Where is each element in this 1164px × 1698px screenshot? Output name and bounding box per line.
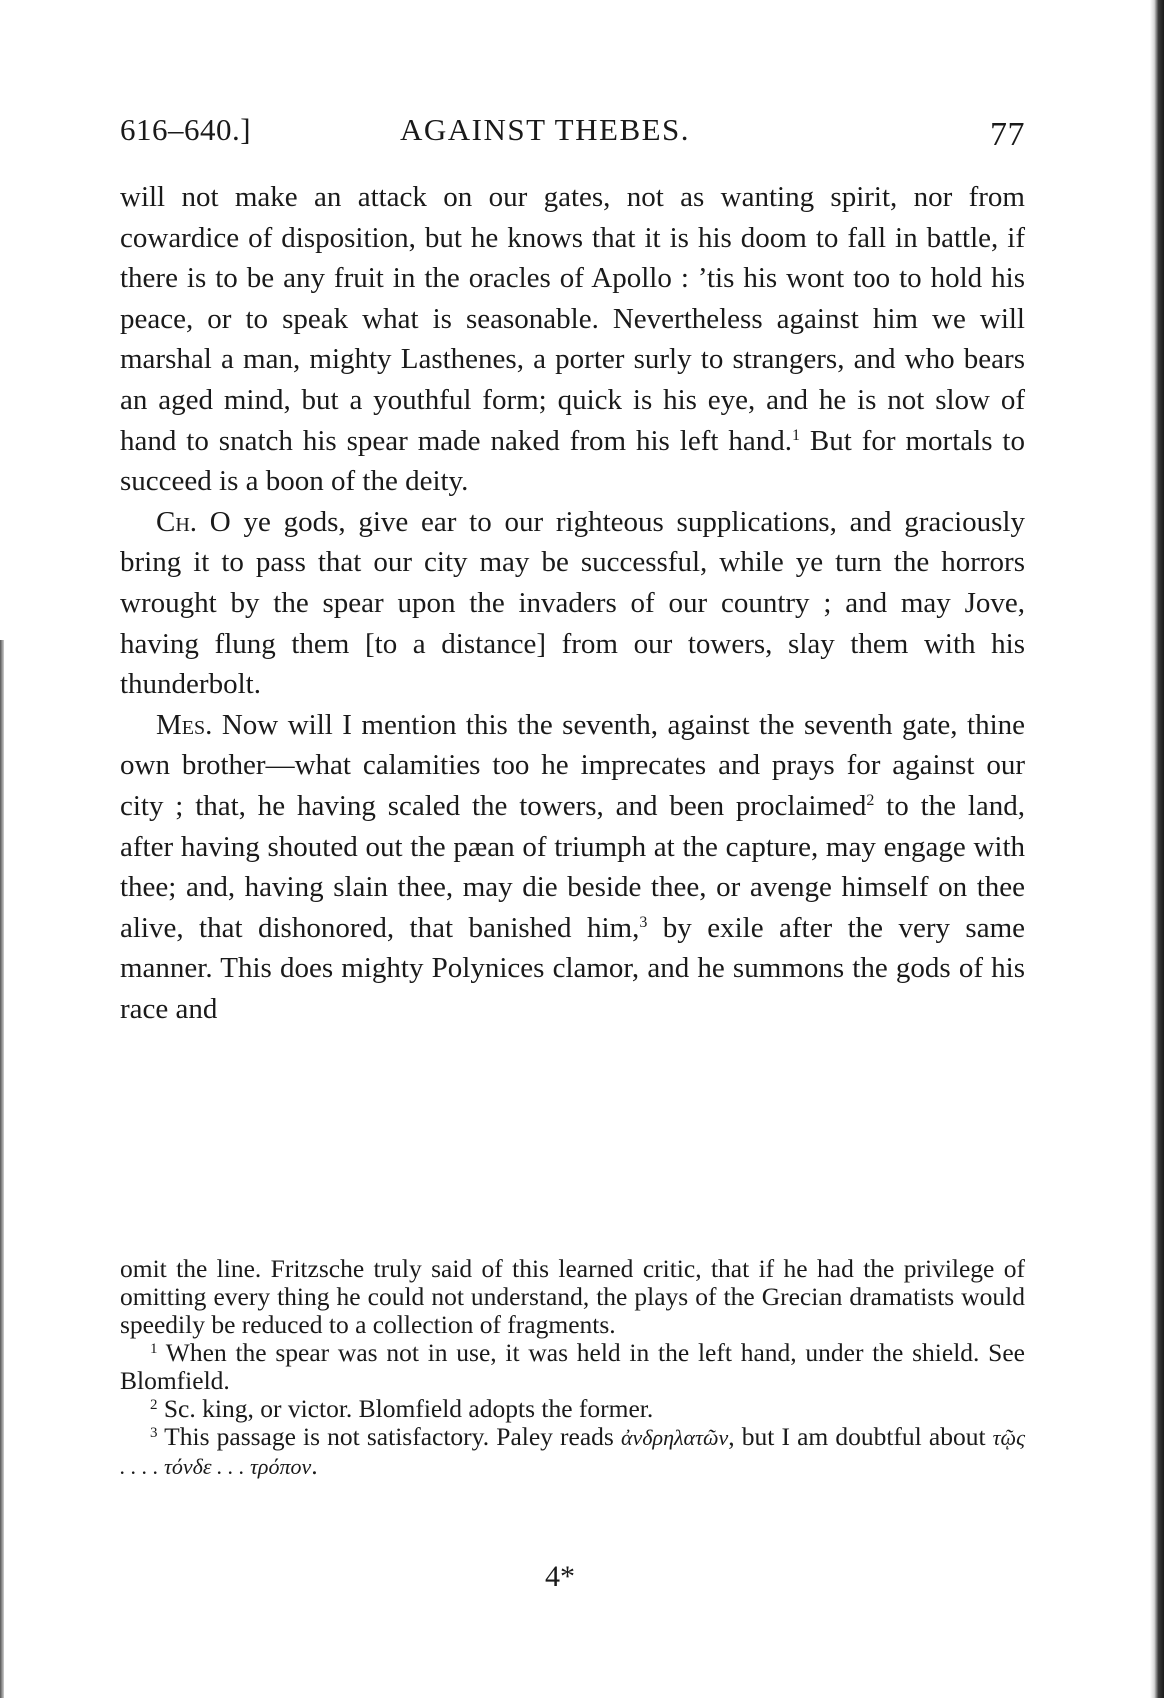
footnote-1 [120, 1339, 1025, 1395]
signature-mark: 4* [545, 1560, 575, 1593]
footnote-3 [120, 1423, 1025, 1481]
footnote-2-mark: 2 [150, 1397, 158, 1413]
paragraph-2 [120, 502, 1025, 705]
speaker-messenger: Mes. [156, 708, 213, 741]
footnote-2 [120, 1395, 1025, 1423]
footnote-3-text-a: This passage is not satisfactory. Paley reads [157, 1422, 621, 1451]
footnote-continued: omit the line. Fritzsche truly said of this learned critic, that if he had the privilege of omitting every thing he could not understand, the plays of the Grecian dramatists would speedily be reduced to a collection of fragments. [120, 1254, 1025, 1339]
footnote-ref-3: 3 [639, 913, 648, 931]
running-header [120, 112, 1025, 162]
footnote-3-mark: 3 [150, 1425, 158, 1441]
greek-word-1: ἀνδρηλατῶν [620, 1425, 729, 1450]
footnote-2-text: Sc. king, or victor. Blomfield adopts the former. [157, 1394, 654, 1423]
footnotes [120, 1255, 1025, 1481]
paragraph-3-text-a: Now will I mention this the seventh, against the seventh gate, thine own brother—what calamities too he imprecates and prays for against our city ; that, he having scaled the towers, and been proclaimed [120, 708, 1025, 822]
greek-phrase-2: τῷς . . . . τόνδε . . . τρόπον [120, 1425, 1026, 1479]
paragraph-1 [120, 177, 1025, 502]
footnote-ref-1: 1 [791, 426, 800, 444]
line-range: 616–640.] [120, 112, 252, 147]
footnote-1-text: When the spear was not in use, it was held in the left hand, under the shield. See Blomfield. [120, 1338, 1025, 1395]
footnote-1-mark: 1 [150, 1341, 158, 1357]
paragraph-1-end: But for mortals to succeed is a boon of the deity. [120, 424, 1025, 498]
footnote-3-end: . [311, 1451, 318, 1480]
page-left-edge [0, 640, 4, 1698]
footnote-ref-2: 2 [866, 791, 875, 809]
paragraph-3-text-b: to the land, after having shouted out the pæan of triumph at the capture, may engage with thee; and, having slain thee, may die beside thee, or avenge himself on thee alive, that dishonored, that banished him, [120, 789, 1026, 944]
paragraph-3-text-c: by exile after the very same manner. This does mighty Polynices clamor, and he summons the gods of his race and [120, 911, 1026, 1025]
paragraph-1-text: will not make an attack on our gates, not as wanting spirit, nor from cowardice of disposition, but he knows that it is his doom to fall in battle, if there is to be any fruit in the oracles of Apollo : ’tis his wont too to hold his peace, or to speak what is seasonable. Nevertheless against him we will marshal a man, mighty Lasthenes, a porter surly to strangers, and who bears an aged mind, but a youthful form; quick is his eye, and he is not slow of hand to snatch his spear made naked from his left hand. [120, 181, 1025, 457]
page-number: 77 [990, 116, 1025, 153]
page-binding-edge [1150, 0, 1164, 1698]
main-text [120, 177, 1025, 1029]
paragraph-3 [120, 705, 1025, 1030]
speaker-chorus: Ch. [156, 505, 198, 538]
running-title: AGAINST THEBES. [400, 112, 691, 147]
paragraph-2-text: O ye gods, give ear to our righteous supplications, and graciously bring it to pass that our city may be successful, while ye turn the horrors wrought by the spear upon the invaders of our country ; and may Jove, having flung them [to a distance] from our towers, slay them with his thunderbolt. [120, 505, 1025, 701]
footnote-3-text-b: , but I am doubtful about [728, 1422, 993, 1451]
